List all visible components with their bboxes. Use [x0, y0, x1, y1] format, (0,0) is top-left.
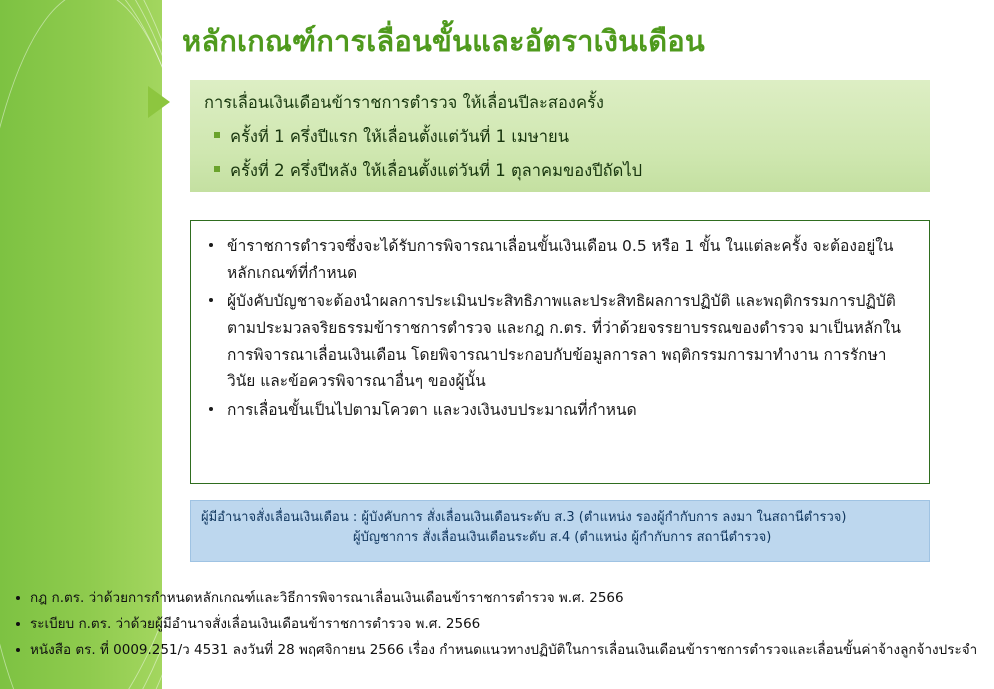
bullet-icon [209, 298, 213, 302]
footnote-item [14, 614, 980, 636]
bullet-icon [16, 596, 20, 600]
band-swoosh-arc [0, 0, 162, 689]
footnote-item [14, 640, 980, 662]
bullet-icon [16, 648, 20, 652]
footnote-list [14, 588, 980, 666]
green-highlight-box [190, 80, 930, 192]
authority-box [190, 500, 930, 562]
arrow-marker-icon [148, 86, 170, 118]
list-item-label: ข้าราชการตำรวจซึ่งจะได้รับการพิจารณาเลื่อนขั้นเงินเดือน 0.5 หรือ 1 ขั้น ในแต่ละครั้ง จะต้องอยู่ในหลักเกณฑ์ที่กำหนด [227, 237, 894, 282]
green-box-item [214, 158, 916, 184]
page-title: หลักเกณฑ์การเลื่อนขั้นและอัตราเงินเดือน [182, 24, 705, 58]
bullet-icon [209, 243, 213, 247]
list-item [201, 233, 911, 286]
list-item [201, 288, 911, 395]
authority-row [201, 508, 919, 528]
authority-line-2: ผู้บัญชาการ สั่งเลื่อนเงินเดือนระดับ ส.4 (ตำแหน่ง ผู้กำกับการ สถานีตำรวจ) [353, 530, 772, 546]
footnote-label: ระเบียบ ก.ตร. ว่าด้วยผู้มีอำนาจสั่งเลื่อนเงินเดือนข้าราชการตำรวจ พ.ศ. 2566 [30, 615, 481, 632]
authority-label: ผู้มีอำนาจสั่งเลื่อนเงินเดือน : [201, 510, 358, 525]
footnote-label: หนังสือ ตร. ที่ 0009.251/ว 4531 ลงวันที่ 28 พฤศจิกายน 2566 เรื่อง กำหนดแนวทางปฏิบัติในการเลื่อนเงินเดือนข้าราชการตำรวจและเลื่อนขั้นค่าจ้างลูกจ้างประจำ [30, 641, 978, 658]
list-item [201, 397, 911, 424]
footnote-item [14, 588, 980, 610]
green-box-item-label: ครั้งที่ 1 ครึ่งปีแรก ให้เลื่อนตั้งแต่วันที่ 1 เมษายน [230, 127, 569, 146]
square-bullet-icon [214, 132, 220, 138]
green-box-item [214, 124, 916, 150]
main-criteria-box [190, 220, 930, 484]
green-box-item-label: ครั้งที่ 2 ครึ่งปีหลัง ให้เลื่อนตั้งแต่วันที่ 1 ตุลาคมของปีถัดไป [230, 161, 643, 180]
list-item-label: การเลื่อนขั้นเป็นไปตามโควตา และวงเงินงบประมาณที่กำหนด [227, 400, 637, 419]
bullet-icon [209, 407, 213, 411]
bullet-icon [16, 622, 20, 626]
criteria-list [201, 233, 911, 424]
left-decorative-band [0, 0, 162, 689]
footnote-label: กฎ ก.ตร. ว่าด้วยการกำหนดหลักเกณฑ์และวิธีการพิจารณาเลื่อนเงินเดือนข้าราชการตำรวจ พ.ศ. 2566 [30, 590, 624, 606]
list-item-label: ผู้บังคับบัญชาจะต้องนำผลการประเมินประสิทธิภาพและประสิทธิผลการปฏิบัติ และพฤติกรรมการปฏิบัติตามประมวลจริยธรรมข้าราชการตำรวจ และกฎ ก.ตร. ที่ว่าด้วยจรรยาบรรณของตำรวจ มาเป็นหลักในการพิจารณาเลื่อนเงินเดือน โดยพิจารณาประกอบกับข้อมูลการลา พฤติกรรมการมาทำงาน การรักษาวินัย และข้อควรพิจารณาอื่นๆ ของผู้นั้น [227, 292, 901, 391]
authority-line-1: ผู้บังคับการ สั่งเลื่อนเงินเดือนระดับ ส.3 (ตำแหน่ง รองผู้กำกับการ ลงมา ในสถานีตำรวจ) [361, 510, 847, 525]
authority-row [201, 528, 919, 548]
square-bullet-icon [214, 166, 220, 172]
green-box-heading: การเลื่อนเงินเดือนข้าราชการตำรวจ ให้เลื่อนปีละสองครั้ง [204, 93, 604, 112]
